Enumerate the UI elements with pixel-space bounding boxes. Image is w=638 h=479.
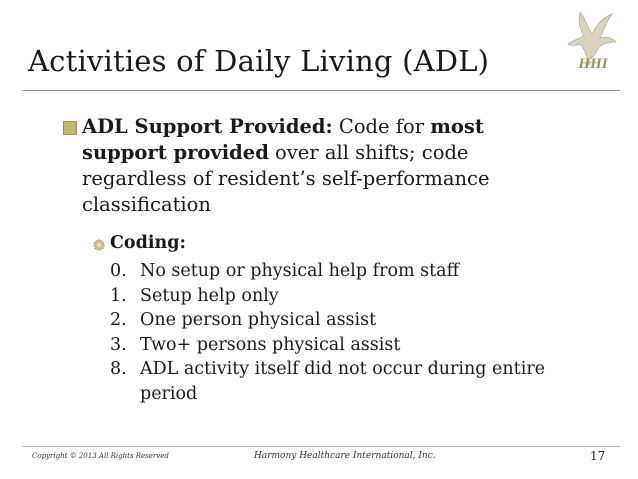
- code-text: One person physical assist: [140, 310, 377, 330]
- list-item: [110, 333, 590, 358]
- code-number: 3.: [110, 334, 127, 355]
- coding-list: [110, 259, 590, 406]
- list-item: [110, 308, 590, 333]
- bullet-emphasis: most support provided: [82, 115, 484, 164]
- code-number: 0.: [110, 261, 127, 281]
- gear-bullet-icon: [93, 239, 105, 251]
- logo-text: HHI: [578, 56, 608, 72]
- bullet-text-b: over all shifts; code regardless of resident’s self-performance classification: [82, 141, 490, 216]
- code-text: Two+ persons physical assist: [140, 334, 401, 355]
- list-item: [110, 357, 590, 406]
- footer-divider: [22, 446, 620, 447]
- dove-logo-icon: [562, 6, 624, 76]
- coding-heading: Coding:: [110, 233, 186, 253]
- code-text: ADL activity itself did not occur during entire period: [140, 359, 546, 404]
- footer-copyright: Copyright © 2013 All Rights Reserved: [32, 452, 169, 460]
- footer-company: Harmony Healthcare International, Inc.: [254, 451, 436, 461]
- bullet-text-a: Code for: [332, 115, 431, 138]
- code-number: 2.: [110, 310, 127, 330]
- list-item: [110, 259, 590, 284]
- square-bullet-icon: [63, 121, 77, 135]
- adl-support-bullet: [82, 114, 552, 218]
- code-text: Setup help only: [140, 285, 279, 306]
- bullet-lead: ADL Support Provided:: [82, 115, 333, 138]
- code-text: No setup or physical help from staff: [140, 261, 460, 281]
- code-number: 1.: [110, 285, 127, 306]
- list-item: [110, 284, 590, 309]
- page-number: 17: [590, 449, 606, 463]
- slide-title: Activities of Daily Living (ADL): [28, 44, 490, 78]
- code-number: 8.: [110, 359, 127, 379]
- title-divider: [22, 90, 620, 91]
